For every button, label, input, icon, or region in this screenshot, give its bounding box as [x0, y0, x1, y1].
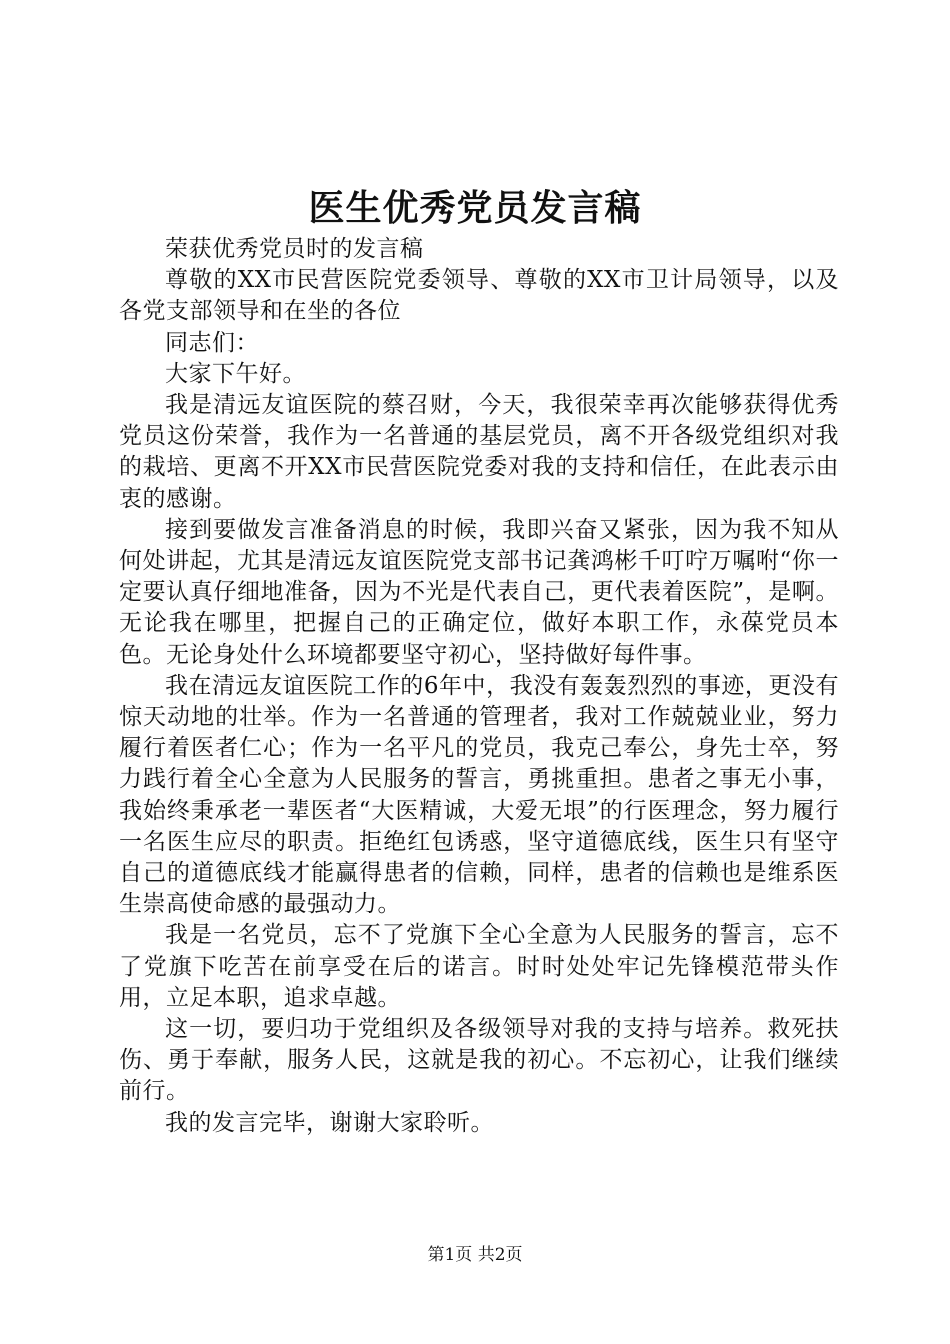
paragraph: 我的发言完毕，谢谢大家聆听。	[165, 1109, 494, 1136]
paragraph: 我在清远友谊医院工作的6年中，我没有轰轰烈烈的事迹，更没有惊天动地的壮举。作为一名普通的管理者，我对工作兢兢业业，努力履行着医者仁心；作为一名平凡的党员，我克己奉公，身先士卒，努力践行着全心全意为人民服务的誓言，勇挑重担。患者之事无小事，我始终秉承老一辈医者“大医精诚，大爱无垠”的行医理念，努力履行一名医生应尽的职责。拒绝红包诱惑，坚守道德底线，医生只有坚守自己的道德底线才能赢得患者的信赖，同样，患者的信赖也是维系医生崇高使命感的最强动力。	[119, 672, 839, 918]
paragraph: 大家下午好。	[165, 360, 306, 387]
document-title: 医生优秀党员发言稿	[308, 187, 642, 229]
paragraph: 这一切，要归功于党组织及各级领导对我的支持与培养。救死扶伤、勇于奉献，服务人民，这就是我的初心。不忘初心，让我们继续前行。	[119, 1016, 839, 1105]
paragraph: 荣获优秀党员时的发言稿	[165, 236, 424, 262]
paragraph: 我是一名党员，忘不了党旗下全心全意为人民服务的誓言，忘不了党旗下吃苦在前享受在后的诺言。时时处处牢记先锋模范带头作用，立足本职，追求卓越。	[119, 922, 839, 1011]
paragraph: 同志们：	[165, 329, 259, 356]
paragraph: 尊敬的XX市民营医院党委领导、尊敬的XX市卫计局领导，以及各党支部领导和在坐的各位	[119, 267, 839, 325]
paragraph: 我是清远友谊医院的蔡召财，今天，我很荣幸再次能够获得优秀党员这份荣誉，我作为一名普通的基层党员，离不开各级党组织对我的栽培、更离不开XX市民营医院党委对我的支持和信任，在此表示由衷的感谢。	[119, 392, 839, 512]
page-number-footer: 第1页 共2页	[427, 1245, 523, 1265]
document-body	[119, 234, 839, 1139]
paragraph: 接到要做发言准备消息的时候，我即兴奋又紧张，因为我不知从何处讲起，尤其是清远友谊医院党支部书记龚鸿彬千叮咛万嘱咐“你一定要认真仔细地准备，因为不光是代表自己，更代表着医院”，是啊。无论我在哪里，把握自己的正确定位，做好本职工作，永葆党员本色。无论身处什么环境都要坚守初心，坚持做好每件事。	[119, 516, 839, 668]
